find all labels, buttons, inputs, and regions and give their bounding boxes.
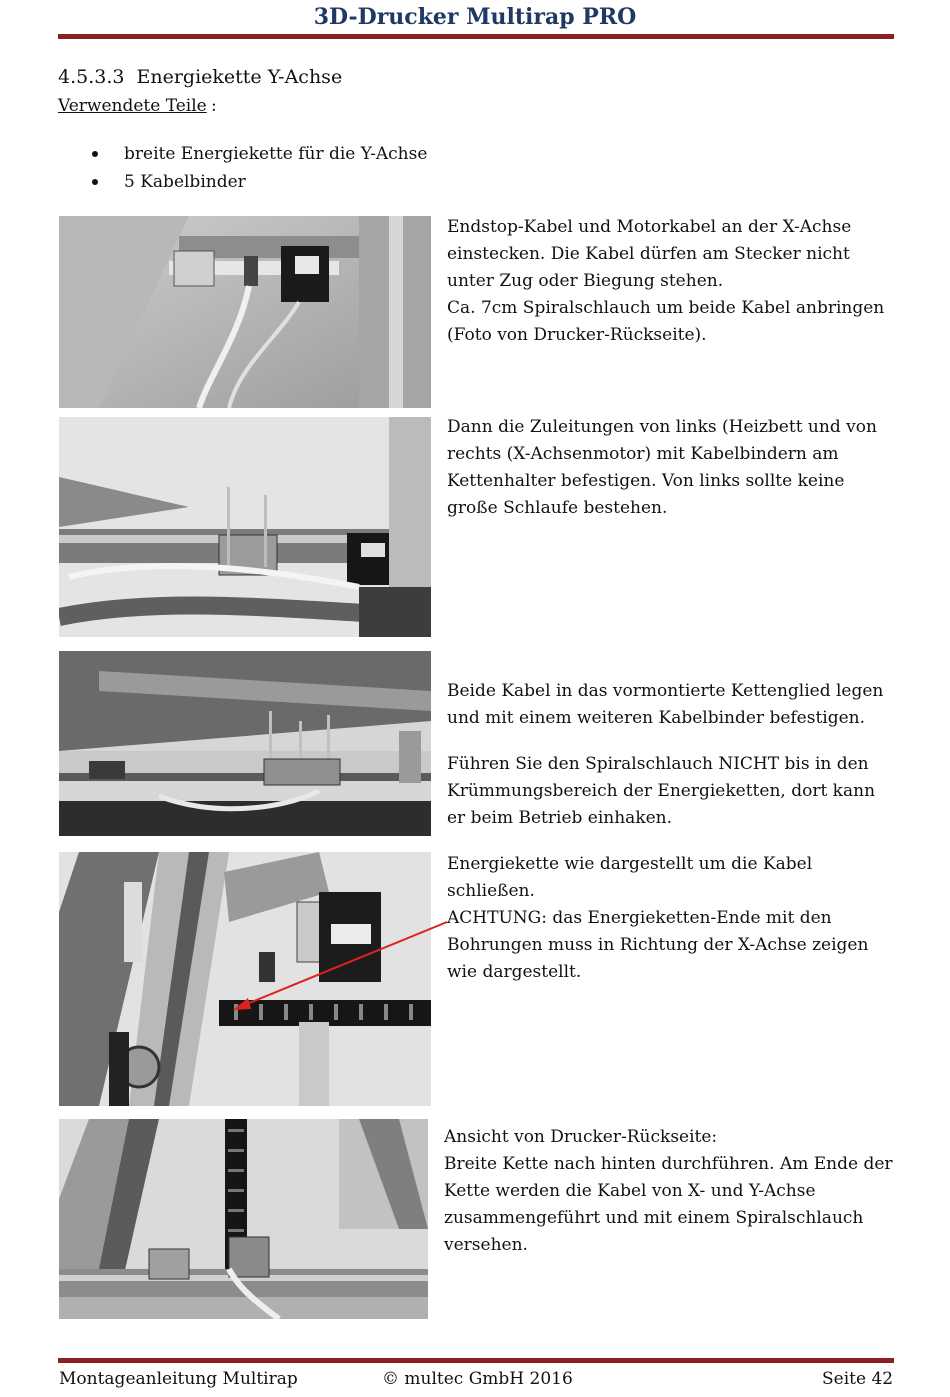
step-text-line: Kette werden die Kabel von X- und Y-Achse xyxy=(444,1181,816,1201)
footer-rule xyxy=(58,1358,894,1363)
section-title: Energiekette Y-Achse xyxy=(136,66,343,88)
section-number: 4.5.3.3 xyxy=(58,66,125,88)
step-text-line: einstecken. Die Kabel dürfen am Stecker nicht xyxy=(447,244,850,264)
step-1-text xyxy=(447,214,897,349)
step-text-line: Endstop-Kabel und Motorkabel an der X-Achse xyxy=(447,217,852,237)
part-text: 5 Kabelbinder xyxy=(124,172,246,192)
footer-copyright: © multec GmbH 2016 xyxy=(382,1369,573,1389)
step-3-note xyxy=(447,751,897,832)
parts-list xyxy=(88,140,427,196)
step-5-photo xyxy=(59,1119,428,1319)
bullet-icon xyxy=(92,179,98,185)
step-text-line: unter Zug oder Biegung stehen. xyxy=(447,271,724,291)
document-header-title: 3D-Drucker Multirap PRO xyxy=(313,4,637,30)
step-text-line: Ansicht von Drucker-Rückseite: xyxy=(444,1127,718,1147)
step-text-line: Dann die Zuleitungen von links (Heizbett und von xyxy=(447,417,877,437)
step-1-photo xyxy=(59,216,431,408)
step-text-line: Breite Kette nach hinten durchführen. Am Ende der xyxy=(444,1154,893,1174)
step-text-line: Bohrungen muss in Richtung der X-Achse zeigen xyxy=(447,935,869,955)
step-2-text xyxy=(447,414,897,522)
bullet-icon xyxy=(92,151,98,157)
footer-left: Montageanleitung Multirap xyxy=(59,1369,298,1389)
step-4-photo xyxy=(59,852,431,1106)
step-text-line: Energiekette wie dargestellt um die Kabel xyxy=(447,854,813,874)
step-text-line: schließen. xyxy=(447,881,535,901)
footer-page-number: Seite 42 xyxy=(822,1369,894,1389)
step-text-line: er beim Betrieb einhaken. xyxy=(447,808,673,828)
step-text-line: Beide Kabel in das vormontierte Kettenglied legen xyxy=(447,681,884,701)
step-text-line: ACHTUNG: das Energieketten-Ende mit den xyxy=(447,908,832,928)
step-text-line: (Foto von Drucker-Rückseite). xyxy=(447,325,707,345)
step-text-line: wie dargestellt. xyxy=(447,962,582,982)
step-text-line: Kettenhalter befestigen. Von links sollte keine xyxy=(447,471,845,491)
step-text-line: und mit einem weiteren Kabelbinder befestigen. xyxy=(447,708,866,728)
parts-label: Verwendete Teile xyxy=(58,96,207,116)
step-4-text xyxy=(447,851,897,986)
step-text-line: rechts (X-Achsenmotor) mit Kabelbindern am xyxy=(447,444,839,464)
step-3-text xyxy=(447,678,897,732)
step-text-line: Führen Sie den Spiralschlauch NICHT bis in den xyxy=(447,754,869,774)
step-2-photo xyxy=(59,417,431,637)
step-5-text xyxy=(444,1124,894,1259)
step-text-line: zusammengeführt und mit einem Spiralschlauch xyxy=(444,1208,864,1228)
step-text-line: Ca. 7cm Spiralschlauch um beide Kabel anbringen xyxy=(447,298,885,318)
step-3-photo xyxy=(59,651,431,836)
header-rule xyxy=(58,34,894,39)
step-text-line: große Schlaufe bestehen. xyxy=(447,498,668,518)
part-text: breite Energiekette für die Y-Achse xyxy=(124,144,428,164)
list-item xyxy=(88,140,427,168)
parts-label-colon: : xyxy=(211,96,217,116)
section-heading xyxy=(58,66,342,88)
step-text-line: Krümmungsbereich der Energieketten, dort kann xyxy=(447,781,876,801)
list-item xyxy=(88,168,427,196)
step-text-line: versehen. xyxy=(444,1235,528,1255)
